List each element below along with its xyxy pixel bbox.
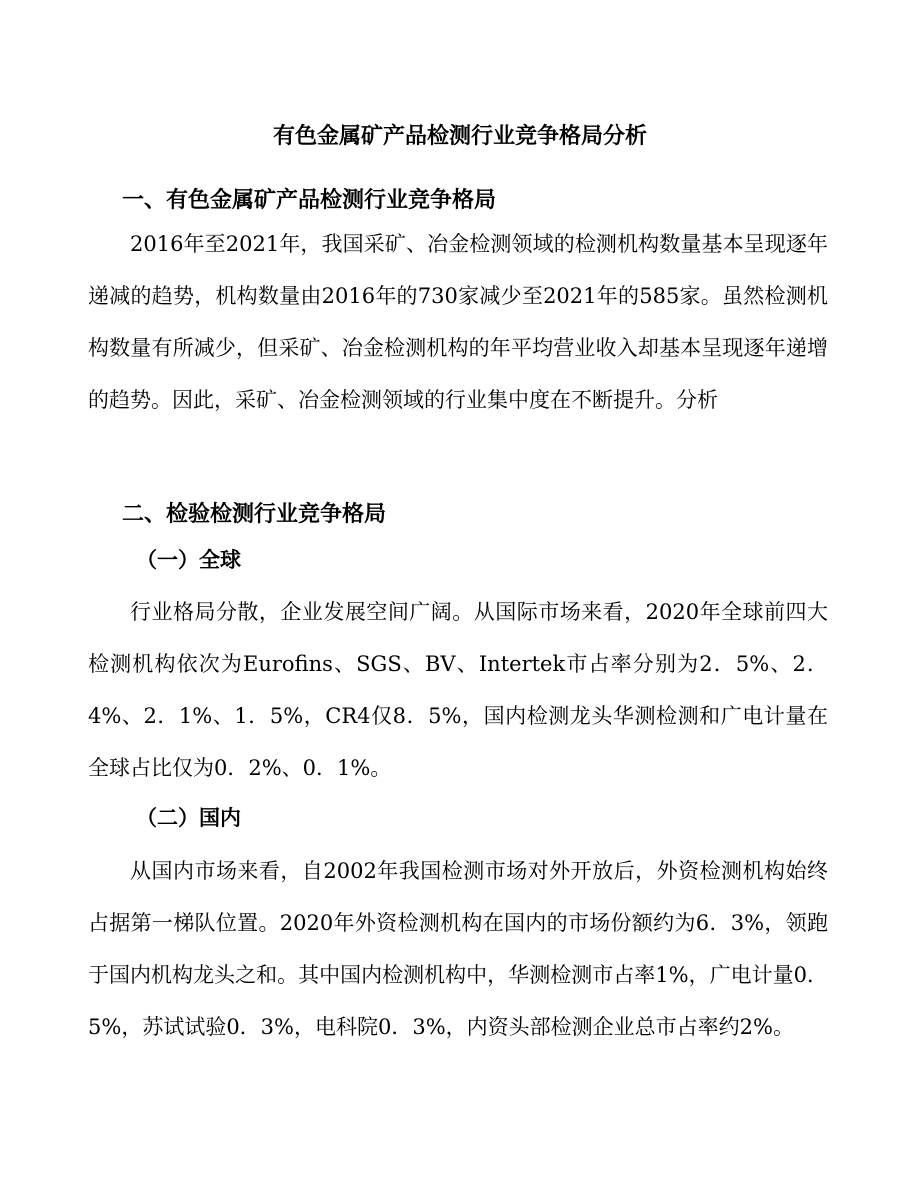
subsection-domestic-paragraph: 从国内市场来看，自2002年我国检测市场对外开放后，外资检测机构始终占据第一梯队位置。2020年外资检测机构在国内的市场份额约为6．3%，领跑于国内机构龙头之和。其中国内检测机构中，华测检测市占率1%，广电计量0．5%，苏试试验0．3%，电科院0．3%，内资头部检测企业总市占率约2%。 (88, 859, 828, 1039)
section-1-paragraph: 2016年至2021年，我国采矿、冶金检测领域的检测机构数量基本呈现逐年递减的趋势，机构数量由2016年的730家减少至2021年的585家。虽然检测机构数量有所减少，但采矿、冶金检测机构的年平均营业收入却基本呈现逐年递增的趋势。因此，采矿、冶金检测领域的行业集中度在不断提升。分析 (88, 232, 828, 412)
subsection-global-heading: （一）全球 (136, 547, 241, 572)
subsection-global-paragraph: 行业格局分散，企业发展空间广阔。从国际市场来看，2020年全球前四大检测机构依次为Eurofins、SGS、BV、Intertek市占率分别为2．5%、2．4%、2．1%、1．5%，CR4仅8．5%，国内检测龙头华测检测和广电计量在全球占比仅为0．2%、0．1%。 (88, 600, 828, 780)
section-2-heading: 二、检验检测行业竞争格局 (122, 501, 387, 527)
subsection-domestic-heading: （二）国内 (136, 805, 241, 830)
document-title: 有色金属矿产品检测行业竞争格局分析 (272, 123, 647, 149)
section-1-heading: 一、有色金属矿产品检测行业竞争格局 (122, 187, 497, 213)
